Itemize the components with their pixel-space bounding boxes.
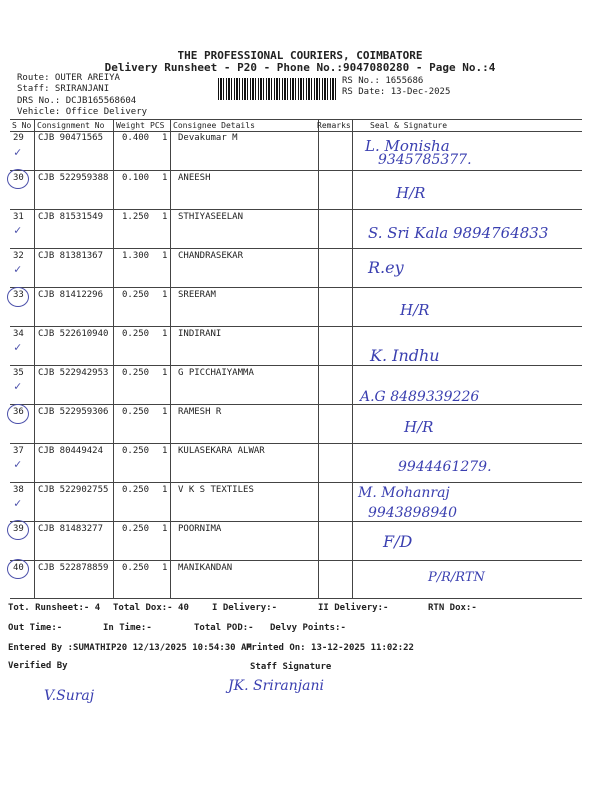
pen-tick-mark: ✓ xyxy=(14,340,22,354)
signature-row-40: P/R/RTN xyxy=(428,570,485,585)
ii-delivery: II Delivery:- xyxy=(318,603,389,613)
col-pcs: PCS xyxy=(150,121,165,130)
staff-signature-label: Staff Signature xyxy=(250,662,332,672)
verified-by: Verified By xyxy=(8,661,68,671)
company-title: THE PROFESSIONAL COURIERS, COIMBATORE xyxy=(177,49,423,62)
col-weight: Weight xyxy=(116,121,145,130)
signature-row-38: M. Mohanraj xyxy=(358,485,450,501)
runsheet-table: S No Consignment No Weight PCS Consignee Details Remarks Seal & Signature 29 CJB 90471565 0.400 1 Devakumar M 30 CJB 522959388 0.100 1 ANEESH 31 CJB 81531549 1.250 1 STHIYASEELAN 32 CJB 81381367 1.300 1 CHANDRASEKAR 33 CJB 81412296 0.250 1 SREERAM 34 CJB 522610940 0.250 1 INDIRANI 35 CJB 522942953 0.250 1 G PICCHAIYAMMA 36 CJB 522959306 0.250 1 RAMESH R 37 CJB 80449424 0.250 1 KULASEKARA ALWAR 38 CJB 522902755 0.250 1 V K S TEXTILES 39 CJB 81483277 0.250 1 POORNIMA 40 CJB 522878859 0.250 1 MANIKANDAN ✓ ✓ ✓ ✓ ✓ ✓ ✓ xyxy=(10,119,582,599)
pen-circle-mark xyxy=(7,520,29,540)
signature-row-36: H/R xyxy=(404,418,434,436)
total-dox: Total Dox:- 40 xyxy=(113,603,189,613)
col-sno: S No xyxy=(12,121,32,130)
pen-circle-mark xyxy=(7,559,29,579)
signature-row-31: S. Sri Kala 9894764833 xyxy=(368,224,549,242)
pen-tick-mark: ✓ xyxy=(14,457,22,471)
col-remarks: Remarks xyxy=(317,121,351,130)
staff-label: Staff: SRIRANJANI xyxy=(17,84,110,94)
rtn-dox: RTN Dox:- xyxy=(428,603,477,613)
signature-row-34: K. Indhu xyxy=(370,346,440,365)
phone-row-29: 9345785377. xyxy=(378,152,472,168)
tot-runsheet: Tot. Runsheet:- 4 xyxy=(8,603,101,613)
vehicle-label: Vehicle: Office Delivery xyxy=(17,107,148,117)
staff-signature: JK. Sriranjani xyxy=(228,678,324,694)
pen-tick-mark: ✓ xyxy=(14,223,22,237)
barcode-image xyxy=(218,78,338,100)
entered-by: Entered By :SUMATHIP20 12/13/2025 10:54:30 AM xyxy=(8,643,252,653)
pen-tick-mark: ✓ xyxy=(14,262,22,276)
signature-row-35: A.G 8489339226 xyxy=(360,389,480,405)
i-delivery: I Delivery:- xyxy=(212,603,278,613)
signature-row-33: H/R xyxy=(400,301,430,319)
signature-row-29: L. Monisha xyxy=(365,137,450,155)
route-label: Route: OUTER AREIYA xyxy=(17,73,120,83)
pen-circle-mark xyxy=(7,404,29,424)
signature-row-30: H/R xyxy=(396,184,426,202)
col-consignment: Consignment No xyxy=(37,121,105,130)
delvy-points: Delvy Points:- xyxy=(270,623,346,633)
printed-on: Printed On: 13-12-2025 11:02:22 xyxy=(246,643,414,653)
phone-row-38: 9943898940 xyxy=(368,505,458,521)
rs-date: RS Date: 13-Dec-2025 xyxy=(342,87,451,97)
pen-circle-mark xyxy=(7,169,29,189)
col-consignee: Consignee Details xyxy=(173,121,255,130)
pen-tick-mark: ✓ xyxy=(14,496,22,510)
pen-tick-mark: ✓ xyxy=(14,379,22,393)
signature-row-37: 9944461279. xyxy=(398,459,492,475)
signature-row-32: R.ey xyxy=(368,258,404,277)
rs-number: RS No.: 1655686 xyxy=(342,76,424,86)
pen-tick-mark: ✓ xyxy=(14,145,22,159)
pen-circle-mark xyxy=(7,287,29,307)
signature-row-39: F/D xyxy=(383,532,413,551)
total-pod: Total POD:- xyxy=(194,623,254,633)
out-time: Out Time:- xyxy=(8,623,63,633)
drs-number: DRS No.: DCJB165568604 xyxy=(17,96,137,106)
col-seal-signature: Seal & Signature xyxy=(370,121,448,130)
verifier-signature: V.Suraj xyxy=(44,688,95,704)
in-time: In Time:- xyxy=(103,623,152,633)
runsheet-subtitle: Delivery Runsheet - P20 - Phone No.:9047080280 - Page No.:4 xyxy=(104,61,496,74)
